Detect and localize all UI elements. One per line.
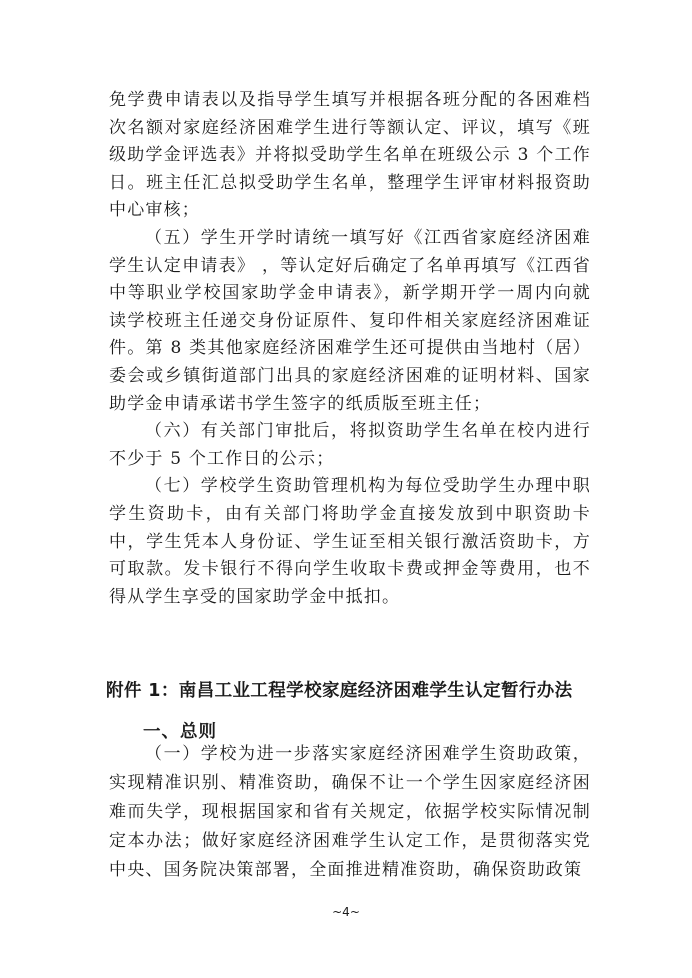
body-text xyxy=(109,87,591,611)
section-body xyxy=(109,740,591,885)
paragraph-general-1: （一）学校为进一步落实家庭经济困难学生资助政策，实现精准识别、精准资助，确保不让一个学生因家庭经济困难而失学，现根据国家和省有关规定，依据学校实际情况制定本办法；做好家庭经济困难学生认定工作，是贯彻落实党中央、国务院决策部署，全面推进精准资助，确保资助政策 xyxy=(109,744,591,880)
paragraph-item-7: （七）学校学生资助管理机构为每位受助学生办理中职学生资助卡，由有关部门将助学金直接发放到中职资助卡中，学生凭本人身份证、学生证至相关银行激活资助卡，方可取款。发卡银行不得向学生收取卡费或押金等费用，也不得从学生享受的国家助学金中抵扣。 xyxy=(109,476,591,607)
page-number: ~4~ xyxy=(332,905,360,919)
section-heading: 一、总则 xyxy=(143,722,217,742)
attachment-heading: 附件 1：南昌工业工程学校家庭经济困难学生认定暂行办法 xyxy=(106,681,573,701)
paragraph-continuation: 免学费申请表以及指导学生填写并根据各班分配的各困难档次名额对家庭经济困难学生进行等额认定、评议，填写《班级助学金评选表》并将拟受助学生名单在班级公示 3 个工作日。班主任汇总拟受助学生名单，整理学生评审材料报资助中心审核； xyxy=(109,90,591,221)
paragraph-item-6: （六）有关部门审批后，将拟资助学生名单在校内进行不少于 5 个工作日的公示； xyxy=(109,421,591,469)
paragraph-item-5: （五）学生开学时请统一填写好《江西省家庭经济困难学生认定申请表》 ，等认定好后确定了名单再填写《江西省中等职业学校国家助学金申请表》，新学期开学一周内向就读学校班主任递交身份证原件、复印件相关家庭经济困难证件。第 8 类其他家庭经济困难学生还可提供由当地村（居）委会或乡镇街道部门出具的家庭经济困难的证明材料、国家助学金申请承诺书学生签字的纸质版至班主任； xyxy=(109,227,591,414)
